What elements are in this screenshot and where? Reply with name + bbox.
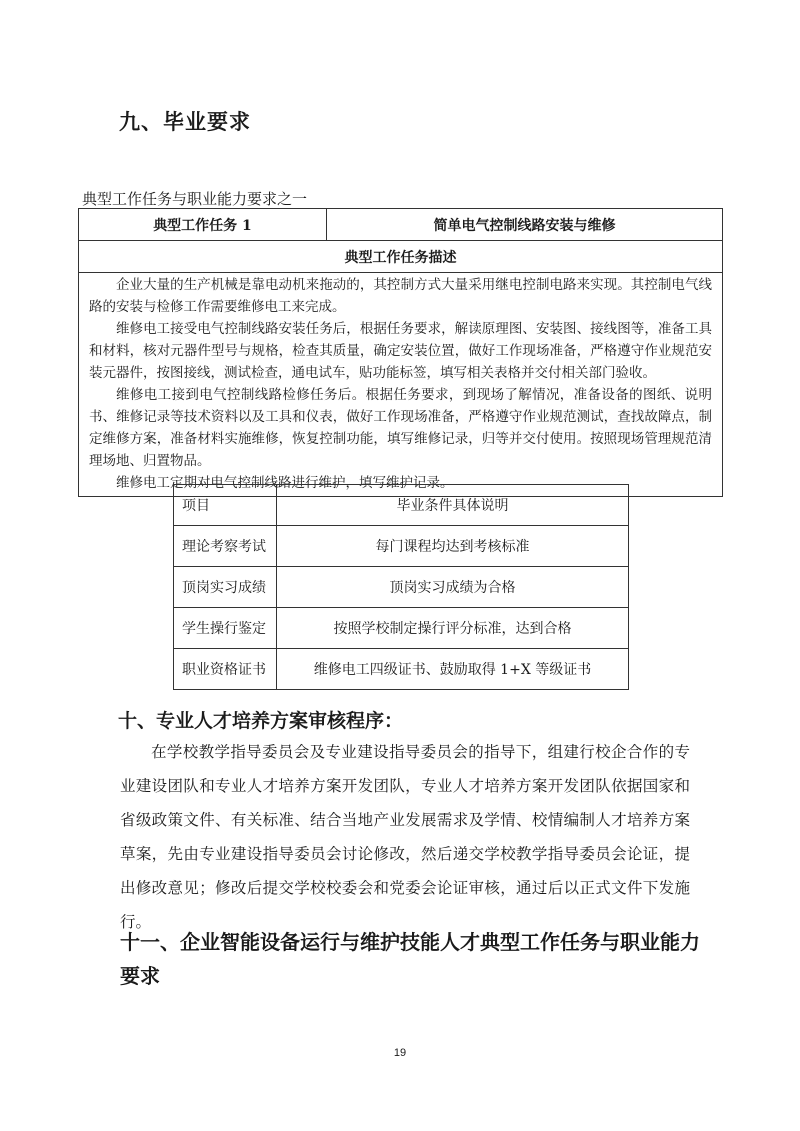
section9-heading: 九、毕业要求 <box>119 109 251 134</box>
row-label: 职业资格证书 <box>174 649 277 690</box>
task-desc-body <box>79 273 723 497</box>
section10-body <box>120 735 690 939</box>
table-row <box>174 485 629 526</box>
table-row <box>174 526 629 567</box>
section10-heading: 十、专业人才培养方案审核程序： <box>118 710 404 732</box>
task-table <box>78 208 723 497</box>
task-desc-paragraph: 维修电工接到电气控制线路检修任务后。根据任务要求，到现场了解情况，准备设备的图纸、说明书、维修记录等技术资料以及工具和仪表，做好工作现场准备，严格遵守作业规范测试，查找故障点，制定维修方案，准备材料实施维修，恢复控制功能，填写维修记录，归等并交付使用。按照现场管理规范清理场地、归置物品。 <box>89 387 712 469</box>
task-desc-title: 典型工作任务描述 <box>79 241 723 273</box>
header-cell-desc: 毕业条件具体说明 <box>277 485 629 526</box>
row-value: 维修电工四级证书、鼓励取得 1+X 等级证书 <box>277 649 629 690</box>
table-row <box>174 649 629 690</box>
table-row <box>174 567 629 608</box>
row-label: 理论考察考试 <box>174 526 277 567</box>
row-value: 按照学校制定操行评分标准，达到合格 <box>277 608 629 649</box>
task-desc-paragraph: 维修电工接受电气控制线路安装任务后，根据任务要求，解读原理图、安装图、接线图等，准备工具和材料，核对元器件型号与规格，检查其质量，确定安装位置，做好工作现场准备，严格遵守作业规范安装元器件，按图接线，测试检查，通电试车，贴功能标签，填写相关表格并交付相关部门验收。 <box>89 321 712 381</box>
row-label: 学生操行鉴定 <box>174 608 277 649</box>
section11-heading: 十一、企业智能设备运行与维护技能人才典型工作任务与职业能力要求 <box>120 930 700 988</box>
row-label: 顶岗实习成绩 <box>174 567 277 608</box>
task-desc-paragraph: 维修电工定期对电气控制线路进行维护，填写维护记录。 <box>116 475 454 491</box>
task-header-left: 典型工作任务 1 <box>79 209 327 241</box>
task-table-caption: 典型工作任务与职业能力要求之一 <box>82 190 308 208</box>
graduation-table <box>173 484 629 690</box>
task-header-right: 简单电气控制线路安装与维修 <box>327 209 723 241</box>
task-desc-paragraph: 企业大量的生产机械是靠电动机来拖动的，其控制方式大量采用继电控制电路来实现。其控制电气线路的安装与检修工作需要维修电工来完成。 <box>89 277 712 315</box>
table-row <box>174 608 629 649</box>
row-value: 每门课程均达到考核标准 <box>277 526 629 567</box>
header-cell-item: 项目 <box>174 485 277 526</box>
row-value: 顶岗实习成绩为合格 <box>277 567 629 608</box>
page-number: 19 <box>393 1047 407 1059</box>
section10-paragraph: 在学校教学指导委员会及专业建设指导委员会的指导下，组建行校企合作的专业建设团队和专业人才培养方案开发团队，专业人才培养方案开发团队依据国家和省级政策文件、有关标准、结合当地产业发展需求及学情、校情编制人才培养方案草案，先由专业建设指导委员会讨论修改，然后递交学校教学指导委员会论证，提出修改意见；修改后提交学校校委会和党委会论证审核，通过后以正式文件下发施行。 <box>120 743 690 931</box>
